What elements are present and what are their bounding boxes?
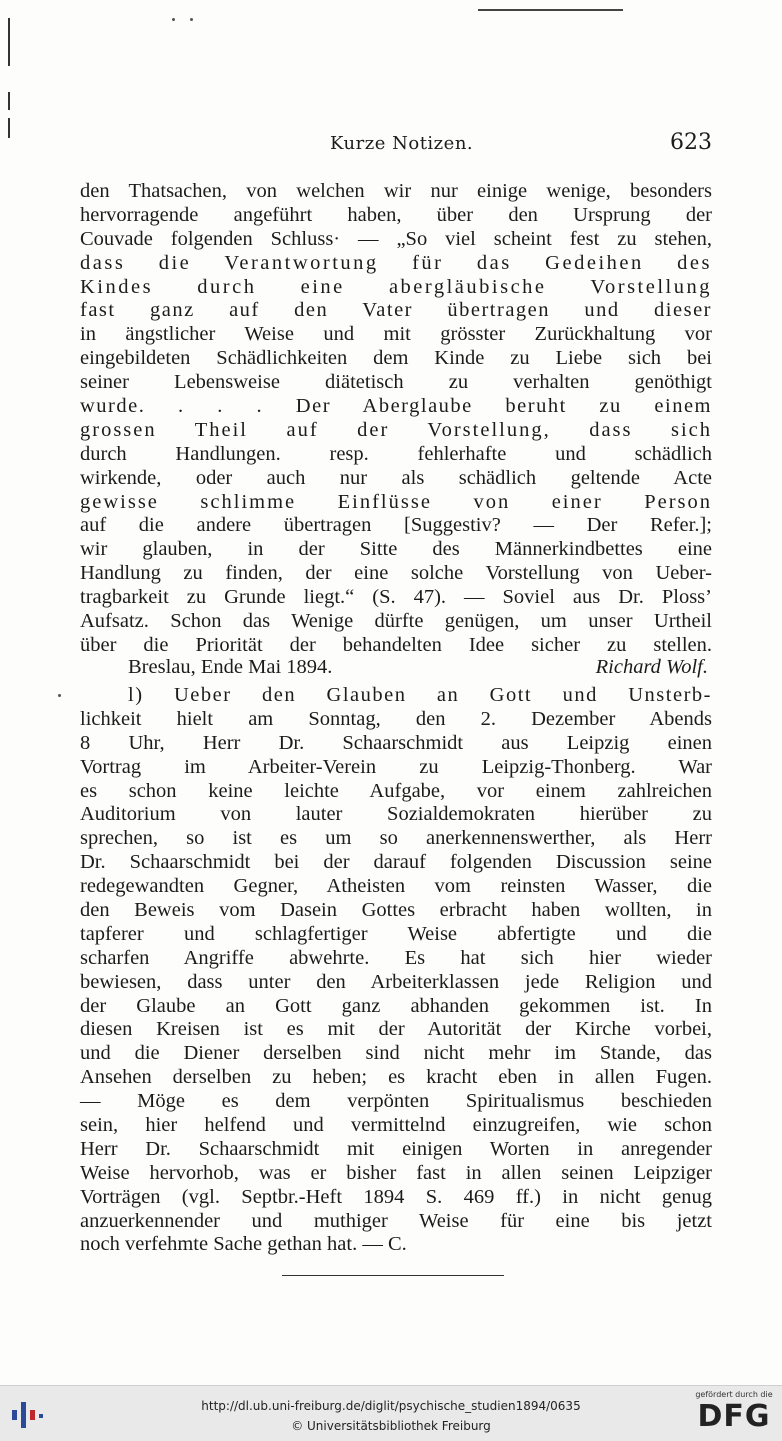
page-number: 623 <box>670 130 712 155</box>
text-line: l) Ueber den Glauben an Gott und Unsterb- <box>128 684 712 706</box>
text-line: scharfen Angriffe abwehrte. Es hat sich hier wieder <box>80 946 712 969</box>
text-line: auf die andere übertragen [Suggestiv? — Der Refer.]; <box>80 514 712 537</box>
article-2-body <box>80 684 712 1257</box>
text-line: der Glaube an Gott ganz abhanden gekommen ist. In <box>80 994 712 1017</box>
author-name: Richard Wolf. <box>595 656 708 678</box>
text-line: Herr Dr. Schaarschmidt mit einigen Worten in anregender <box>80 1137 712 1160</box>
text-line: lichkeit hielt am Sonntag, den 2. Dezember Abends <box>80 707 712 730</box>
text-line: sein, hier helfend und vermittelnd einzugreifen, wie schon <box>80 1114 712 1137</box>
text-line: dass die Verantwortung für das Gedeihen des <box>80 251 712 274</box>
scan-edge-mark <box>8 118 10 138</box>
viewer-footer <box>0 1385 782 1441</box>
text-line: tragbarkeit zu Grunde liegt.“ (S. 47). — Soviel aus Dr. Ploss’ <box>80 586 712 609</box>
text-line: Auditorium von lauter Sozialdemokraten hierüber zu <box>80 803 712 826</box>
text-line: es schon keine leichte Aufgabe, vor einem zahlreichen <box>80 779 712 802</box>
text-line: hervorragende angeführt haben, über den Ursprung der <box>80 203 712 226</box>
scan-dot <box>190 18 193 21</box>
dfg-mark: DFG <box>697 1399 771 1434</box>
dfg-caption: gefördert durch die <box>695 1390 773 1399</box>
text-line: noch verfehmte Sache gethan hat. — C. <box>80 1233 407 1256</box>
dfg-logo <box>694 1390 774 1438</box>
copyright-notice: © Universitätsbibliothek Freiburg <box>291 1419 491 1433</box>
text-line: diesen Kreisen ist es mit der Autorität der Kirche vorbei, <box>80 1018 712 1041</box>
text-line: gewisse schlimme Einflüsse von einer Person <box>80 490 712 513</box>
scan-dot <box>172 18 175 21</box>
text-line: den Thatsachen, von welchen wir nur einige wenige, besonders <box>80 180 712 202</box>
place-date: Breslau, Ende Mai 1894. <box>128 656 333 678</box>
text-line: sprechen, so ist es um so anerkennenswerther, als Herr <box>80 827 712 850</box>
text-line: — Möge es dem verpönten Spiritualismus beschieden <box>80 1090 712 1113</box>
text-line: eingebildeten Schädlichkeiten dem Kinde zu Liebe sich bei <box>80 347 712 370</box>
text-line: Dr. Schaarschmidt bei der darauf folgenden Discussion seine <box>80 851 712 874</box>
text-line: in ängstlicher Weise und mit grösster Zurückhaltung vor <box>80 323 712 346</box>
text-line: wir glauben, in der Sitte des Männerkindbettes eine <box>80 538 712 561</box>
text-line: tapferer und schlagfertiger Weise abfertigte und die <box>80 922 712 945</box>
text-line: Handlung zu finden, der eine solche Vorstellung von Ueber- <box>80 562 712 585</box>
text-line: über die Priorität der behandelten Idee sicher zu stellen. <box>80 633 712 656</box>
end-rule <box>282 1275 504 1276</box>
article-1-body <box>80 180 712 658</box>
scan-edge-mark <box>8 18 10 66</box>
text-line: den Beweis vom Dasein Gottes erbracht haben wollten, in <box>80 899 712 922</box>
text-line: durch Handlungen. resp. fehlerhafte und schädlich <box>80 442 712 465</box>
text-line: redegewandten Gegner, Atheisten vom reinsten Wasser, die <box>80 875 712 898</box>
text-line: und die Diener derselben sind nicht mehr im Stande, das <box>80 1042 712 1065</box>
text-line: Vortrag im Arbeiter-Verein zu Leipzig-Thonberg. War <box>80 755 712 778</box>
scan-dot <box>58 694 61 697</box>
top-rule <box>478 9 623 11</box>
text-line: Ansehen derselben zu heben; es kracht eben in allen Fugen. <box>80 1066 712 1089</box>
text-line: Weise hervorhob, was er bisher fast in allen seinen Leipziger <box>80 1161 712 1184</box>
text-line: Couvade folgenden Schluss· — „So viel scheint fest zu stehen, <box>80 227 712 250</box>
scan-edge-mark <box>8 92 10 110</box>
text-line: grossen Theil auf der Vorstellung, dass sich <box>80 418 712 441</box>
text-line: wirkende, oder auch nur als schädlich geltende Acte <box>80 466 712 489</box>
text-line: Kindes durch eine abergläubische Vorstellung <box>80 275 712 298</box>
running-head: Kurze Notizen. <box>330 133 474 154</box>
text-line: wurde. . . . Der Aberglaube beruht zu einem <box>80 395 712 418</box>
source-url-link[interactable]: http://dl.ub.uni-freiburg.de/diglit/psychische_studien1894/0635 <box>201 1399 581 1413</box>
text-line: Vorträgen (vgl. Septbr.-Heft 1894 S. 469 ff.) in nicht genug <box>80 1185 712 1208</box>
text-line: seiner Lebensweise diätetisch zu verhalten genöthigt <box>80 371 712 394</box>
text-line: fast ganz auf den Vater übertragen und dieser <box>80 299 712 322</box>
text-line: Aufsatz. Schon das Wenige dürfte genügen, um unser Urtheil <box>80 610 712 633</box>
text-line: 8 Uhr, Herr Dr. Schaarschmidt aus Leipzig einen <box>80 731 712 754</box>
text-line: bewiesen, dass unter den Arbeiterklassen jede Religion und <box>80 970 712 993</box>
text-line: anzuerkennender und muthiger Weise für eine bis jetzt <box>80 1209 712 1232</box>
